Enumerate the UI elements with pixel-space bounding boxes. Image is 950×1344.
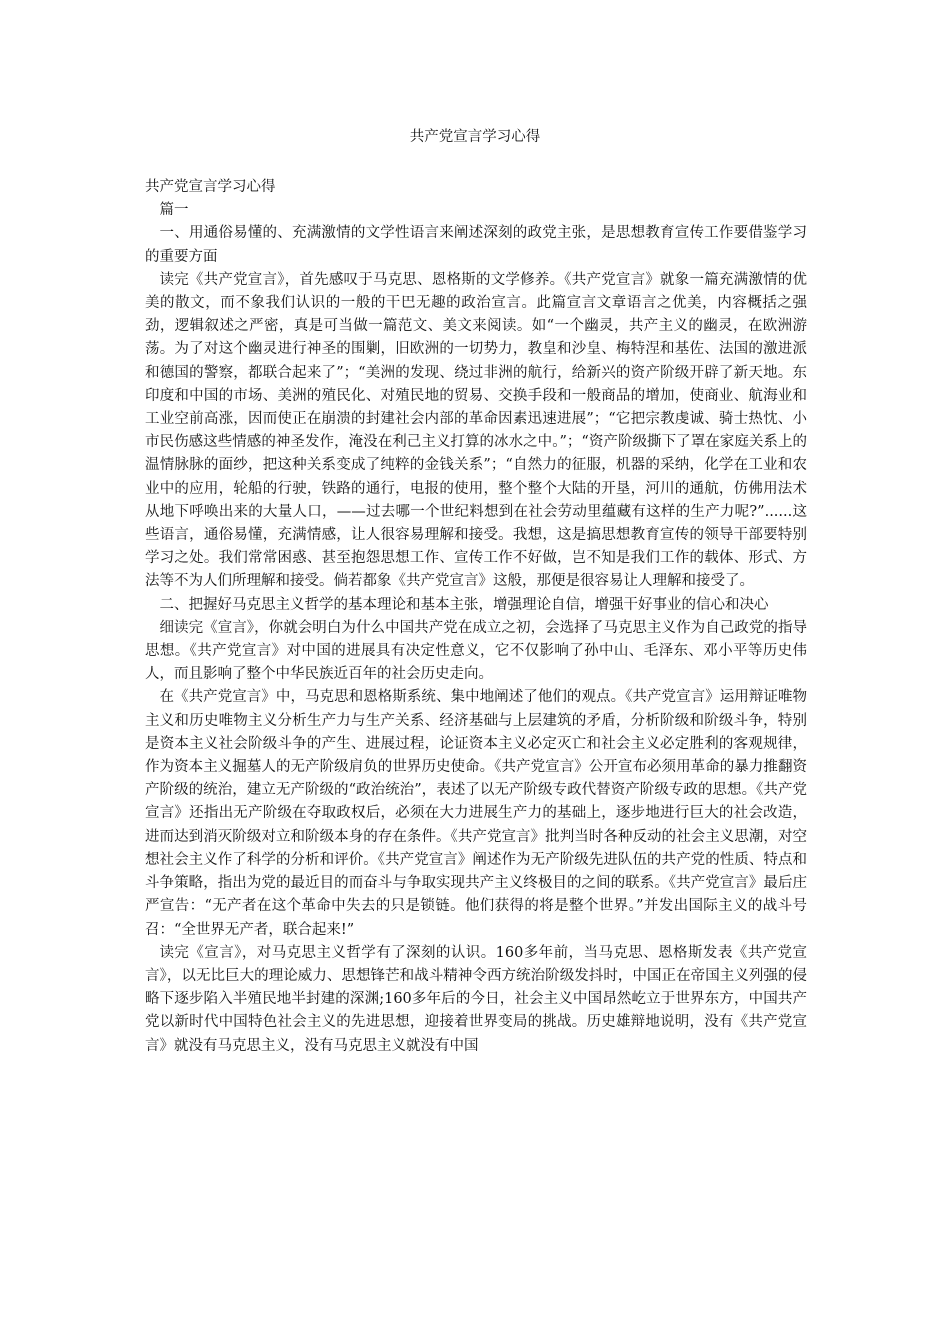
- document-title: 共产党宣言学习心得: [409, 129, 541, 145]
- part-label: 篇一: [159, 202, 189, 219]
- paragraph-2: 细读完《宣言》，你就会明白为什么中国共产党在成立之初，会选择了马克思主义作为自己政党的指导思想。《共产党宣言》对中国的进展具有决定性意义，它不仅影响了孙中山、毛泽东、邓小平等历史伟人，而且影响了整个中华民族近百年的社会历史走向。: [145, 619, 807, 683]
- section-heading-2: 二、把握好马克思主义哲学的基本理论和基本主张，增强理论自信，增强干好事业的信心和决心: [159, 596, 769, 613]
- paragraph-1: 读完《共产党宣言》，首先感叹于马克思、恩格斯的文学修养。《共产党宣言》就象一篇充满激情的优美的散文，而不象我们认识的一般的干巴无趣的政治宣言。此篇宣言文章语言之优美，内容概括之强劲，逻辑叙述之严密，真是可当做一篇范文、美文来阅读。如“一个幽灵，共产主义的幽灵，在欧洲游荡。为了对这个幽灵进行神圣的围剿，旧欧洲的一切势力，教皇和沙皇、梅特涅和基佐、法国的激进派和德国的警察，都联合起来了”；“美洲的发现、绕过非洲的航行，给新兴的资产阶级开辟了新天地。东印度和中国的市场、美洲的殖民化、对殖民地的贸易、交换手段和一般商品的增加，使商业、航海业和工业空前高涨，因而使正在崩溃的封建社会内部的革命因素迅速进展”；“它把宗教虔诚、骑士热忱、小市民伤感这些情感的神圣发作，淹没在利己主义打算的冰水之中。”；“资产阶级撕下了罩在家庭关系上的温情脉脉的面纱，把这种关系变成了纯粹的金钱关系”；“自然力的征服，机器的采纳，化学在工业和农业中的应用，轮船的行驶，铁路的通行，电报的使用，整个整个大陆的开垦，河川的通航，仿佛用法术从地下呼唤出来的大量人口，——过去哪一个世纪料想到在社会劳动里蕴藏有这样的生产力呢?”......这些语言，通俗易懂，充满情感，让人很容易理解和接受。我想，这是搞思想教育宣传的领导干部要特别学习之处。我们常常困惑、甚至抱怨思想工作、宣传工作不好做，岂不知是我们工作的载体、形式、方法等不为人们所理解和接受。倘若都象《共产党宣言》这般，那便是很容易让人理解和接受了。: [145, 271, 807, 590]
- document-body: [145, 176, 807, 1058]
- document-subtitle: 共产党宣言学习心得: [145, 179, 276, 195]
- paragraph-4: 读完《宣言》，对马克思主义哲学有了深刻的认识。160多年前，当马克思、恩格斯发表《共产党宣言》，以无比巨大的理论威力、思想锋芒和战斗精神令西方统治阶级发抖时，中国正在帝国主义列强的侵略下逐步陷入半殖民地半封建的深渊;160多年后的今日，社会主义中国昂然屹立于世界东方，中国共产党以新时代中国特色社会主义的先进思想，迎接着世界变局的挑战。历史雄辩地说明，没有《共产党宣言》就没有马克思主义，没有马克思主义就没有中国: [145, 944, 807, 1054]
- paragraph-3: 在《共产党宣言》中，马克思和恩格斯系统、集中地阐述了他们的观点。《共产党宣言》运用辩证唯物主义和历史唯物主义分析生产力与生产关系、经济基础与上层建筑的矛盾，分析阶级和阶级斗争，特别是资本主义社会阶级斗争的产生、进展过程，论证资本主义必定灭亡和社会主义必定胜利的客观规律，作为资本主义掘墓人的无产阶级肩负的世界历史使命。《共产党宣言》公开宣布必须用革命的暴力推翻资产阶级的统治，建立无产阶级的“政治统治”，表述了以无产阶级专政代替资产阶级专政的思想。《共产党宣言》还指出无产阶级在夺取政权后，必须在大力进展生产力的基础上，逐步地进行巨大的社会改造，进而达到消灭阶级对立和阶级本身的存在条件。《共产党宣言》批判当时各种反动的社会主义思潮，对空想社会主义作了科学的分析和评价。《共产党宣言》阐述作为无产阶级先进队伍的共产党的性质、特点和斗争策略，指出为党的最近目的而奋斗与争取实现共产主义终极目的之间的联系。《共产党宣言》最后庄严宣告：“无产者在这个革命中失去的只是锁链。他们获得的将是整个世界。”并发出国际主义的战斗号召：“全世界无产者，联合起来!”: [145, 689, 807, 938]
- section-heading-1: 一、用通俗易懂的、充满激情的文学性语言来阐述深刻的政党主张，是思想教育宣传工作要借鉴学习的重要方面: [145, 225, 807, 265]
